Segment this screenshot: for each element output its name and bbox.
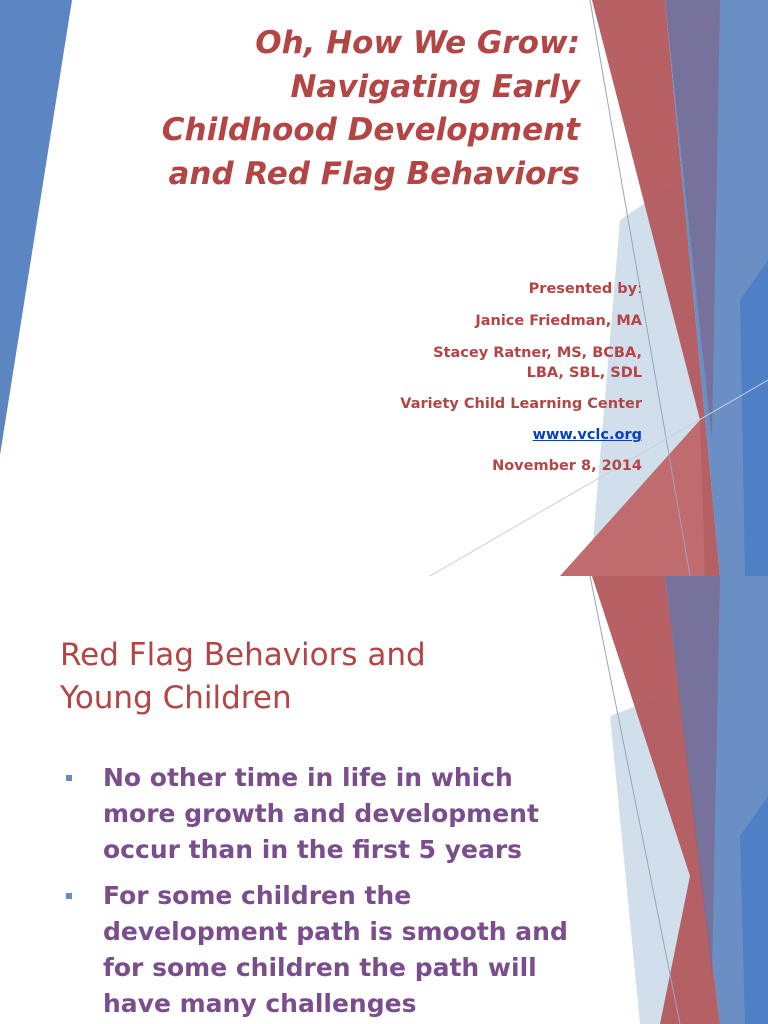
bullet-list (60, 760, 580, 1024)
bullet-item: No other time in life in which more growth and development occur than in the first 5 years (60, 760, 580, 868)
right-blue-accent (740, 260, 768, 576)
bullet-item: For some children the development path is smooth and for some children the path will have many challenges (60, 878, 580, 1022)
presenter-2: Stacey Ratner, MS, BCBA, LBA, SBL, SDL (433, 345, 642, 381)
title-line: Young Children (60, 680, 292, 716)
title-line: Oh, How We Grow: (255, 25, 580, 61)
title-line: Childhood Development (161, 112, 580, 148)
bullet-square-icon (66, 893, 72, 899)
bullet-square-icon (66, 775, 72, 781)
presenter-1: Janice Friedman, MA (475, 313, 642, 329)
website-wrapper (533, 425, 642, 445)
presented-by-label: Presented by: (528, 281, 642, 297)
title-line: Navigating Early (290, 68, 580, 105)
content-slide (0, 576, 768, 1024)
right-blue-accent (740, 796, 768, 1024)
organization-name: Variety Child Learning Center (400, 396, 642, 412)
title-line: and Red Flag Behaviors (168, 155, 580, 192)
presentation-title (20, 22, 580, 196)
title-line: Red Flag Behaviors and (60, 637, 426, 673)
presentation-date: November 8, 2014 (492, 458, 642, 474)
slide-title (60, 634, 580, 720)
website-link[interactable]: www.vclc.org (532, 427, 642, 443)
